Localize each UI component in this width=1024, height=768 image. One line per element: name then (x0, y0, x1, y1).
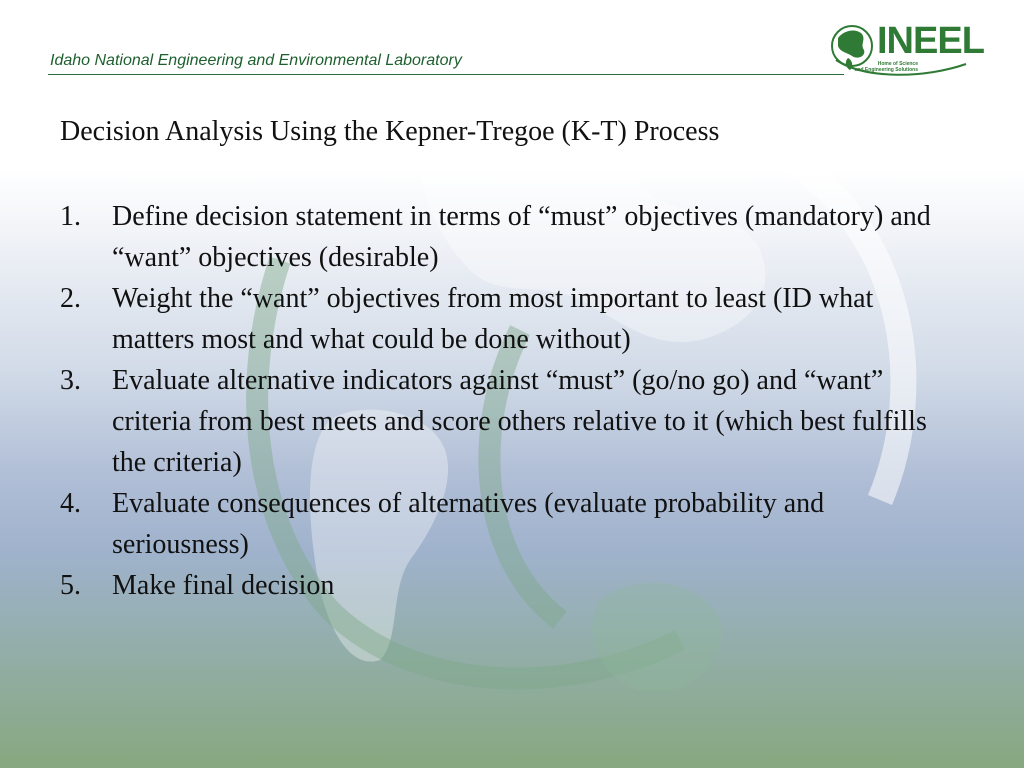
step-item (60, 278, 940, 360)
step-number: 5. (60, 570, 81, 601)
step-number: 1. (60, 201, 81, 232)
step-text: Weight the “want” objectives from most important to least (ID what matters most and what could be done without) (112, 283, 874, 355)
step-number: 3. (60, 365, 81, 396)
logo-tagline-line-1: Home of Science (877, 61, 918, 67)
step-item (60, 483, 940, 565)
step-text: Make final decision (112, 570, 335, 601)
step-text: Evaluate consequences of alternatives (evaluate probability and seriousness) (112, 488, 825, 560)
step-list (60, 196, 940, 606)
slide-title: Decision Analysis Using the Kepner-Tregoe (K-T) Process (60, 116, 720, 147)
step-text: Define decision statement in terms of “must” objectives (mandatory) and “want” objectives (desirable) (112, 201, 931, 273)
logo-wordmark: INEEL (877, 20, 984, 62)
step-item (60, 360, 940, 483)
step-number: 4. (60, 488, 81, 519)
step-item (60, 565, 940, 606)
organization-header: Idaho National Engineering and Environmental Laboratory (50, 52, 462, 69)
step-text: Evaluate alternative indicators against “must” (go/no go) and “want” criteria from best meets and score others relative to it (which best fulfills the criteria) (112, 365, 927, 478)
step-number: 2. (60, 283, 81, 314)
step-item (60, 196, 940, 278)
logo-tagline-line-2: and Engineering Solutions (854, 67, 918, 73)
logo-tagline (852, 61, 918, 73)
header-divider (48, 74, 844, 75)
